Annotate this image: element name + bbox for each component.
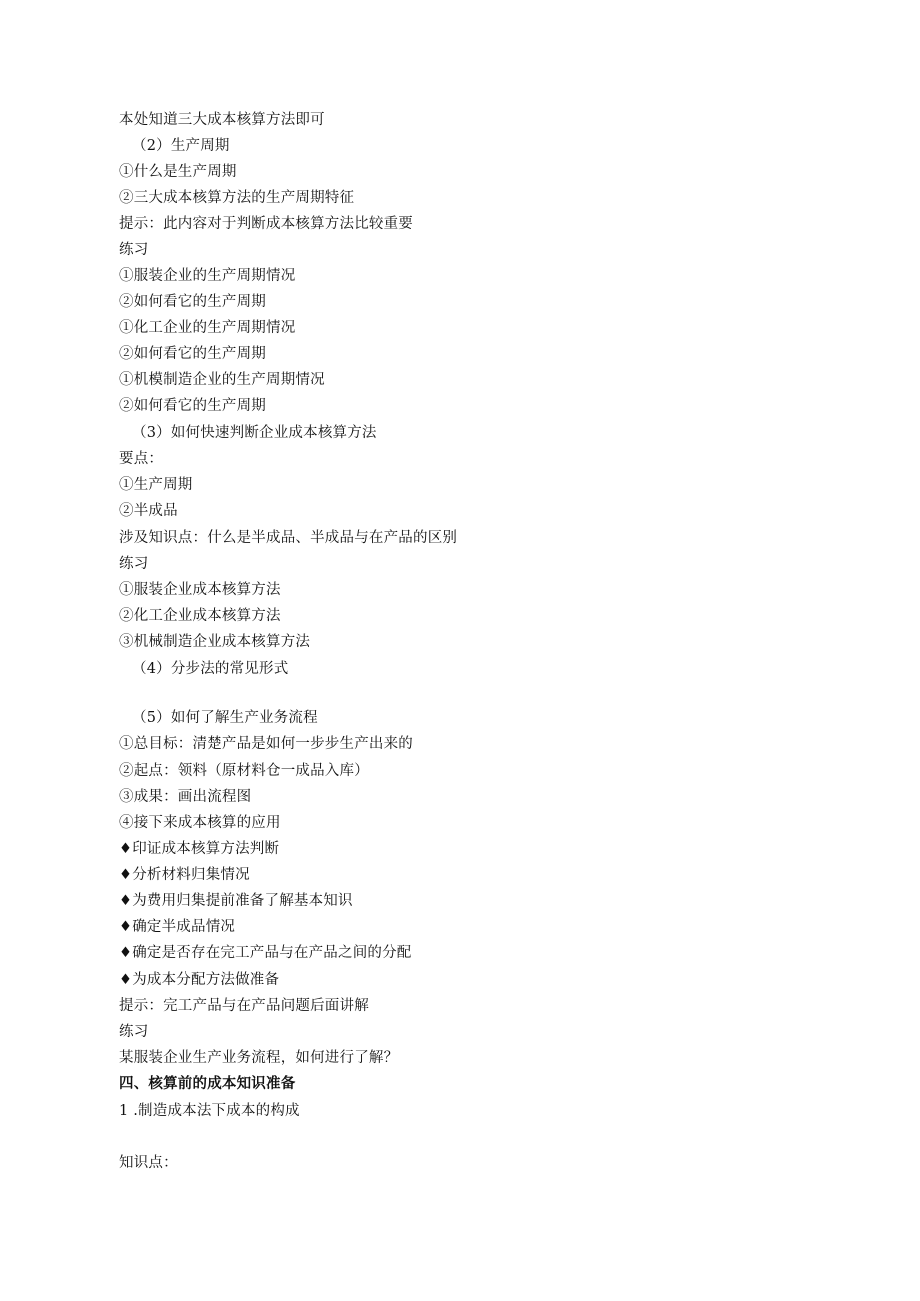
list-item: ②如何看它的生产周期 [119, 398, 266, 414]
list-item: ③成果：画出流程图 [119, 789, 252, 805]
section-heading: （3）如何快速判断企业成本核算方法 [132, 425, 377, 441]
list-item: ②起点：领料（原材料仓一成品入库） [119, 763, 369, 779]
bullet-item: ♦为成本分配方法做准备 [119, 972, 280, 988]
list-item: ②如何看它的生产周期 [119, 294, 266, 310]
exercise-label: 练习 [119, 242, 149, 258]
list-item: ①服装企业成本核算方法 [119, 582, 281, 598]
list-item: ①什么是生产周期 [119, 164, 237, 180]
text-line: 某服装企业生产业务流程，如何进行了解？ [119, 1050, 399, 1066]
list-item: ②三大成本核算方法的生产周期特征 [119, 190, 355, 206]
bullet-item: ♦确定是否存在完工产品与在产品之间的分配 [119, 945, 412, 961]
text-line: 要点： [119, 451, 164, 467]
list-item: ②如何看它的生产周期 [119, 346, 266, 362]
subsection-heading: 1 .制造成本法下成本的构成 [119, 1103, 300, 1119]
bullet-item: ♦分析材料归集情况 [119, 867, 250, 883]
list-item: ③机械制造企业成本核算方法 [119, 634, 311, 650]
list-item: ①总目标：清楚产品是如何一步步生产出来的 [119, 736, 413, 752]
list-item: ④接下来成本核算的应用 [119, 815, 281, 831]
exercise-label: 练习 [119, 1024, 149, 1040]
list-item: ②化工企业成本核算方法 [119, 608, 281, 624]
list-item: ①服装企业的生产周期情况 [119, 268, 296, 284]
bullet-item: ♦确定半成品情况 [119, 919, 236, 935]
text-line: 知识点： [119, 1155, 178, 1171]
hint-text: 提示：完工产品与在产品问题后面讲解 [119, 998, 369, 1014]
text-line: 涉及知识点：什么是半成品、半成品与在产品的区别 [119, 530, 458, 546]
exercise-label: 练习 [119, 556, 149, 572]
list-item: ①机模制造企业的生产周期情况 [119, 372, 325, 388]
section-heading: （2）生产周期 [132, 138, 230, 154]
text-line: 本处知道三大成本核算方法即可 [119, 112, 325, 128]
chapter-heading: 四、核算前的成本知识准备 [119, 1076, 296, 1092]
bullet-item: ♦为费用归集提前准备了解基本知识 [119, 893, 353, 909]
list-item: ①生产周期 [119, 477, 193, 493]
list-item: ②半成品 [119, 503, 178, 519]
bullet-item: ♦印证成本核算方法判断 [119, 841, 280, 857]
hint-text: 提示：此内容对于判断成本核算方法比较重要 [119, 216, 413, 232]
list-item: ①化工企业的生产周期情况 [119, 320, 296, 336]
section-heading: （4）分步法的常见形式 [132, 661, 289, 677]
section-heading: （5）如何了解生产业务流程 [132, 710, 318, 726]
